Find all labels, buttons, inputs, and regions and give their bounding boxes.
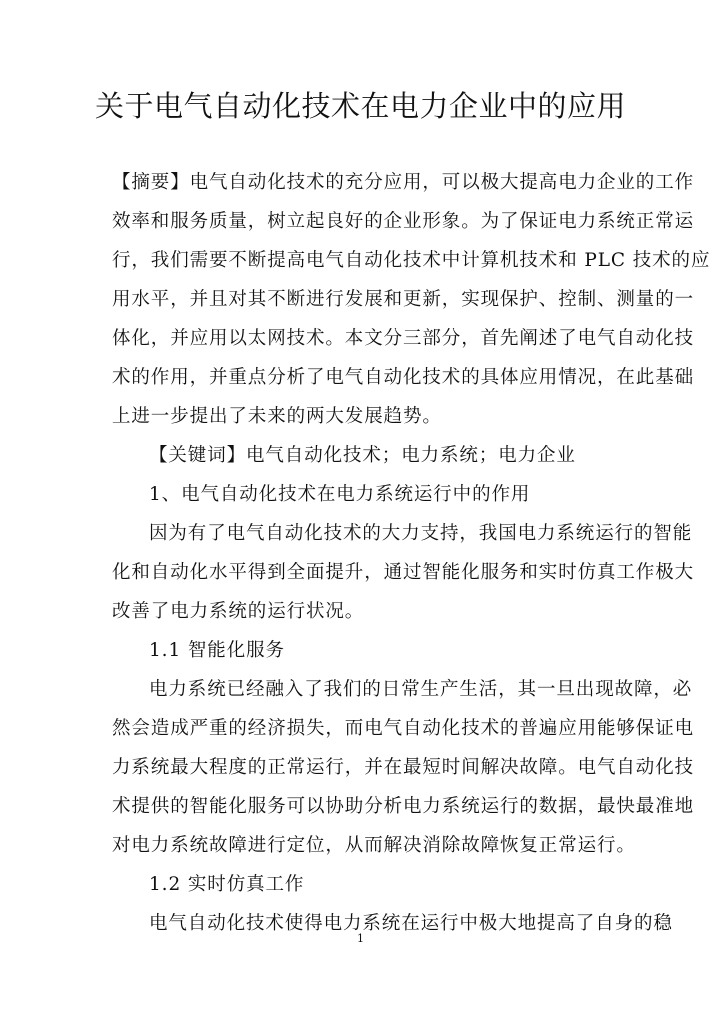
body-line: 对电力系统故障进行定位，从而解决消除故障恢复正常运行。 (112, 835, 636, 856)
body-line: 化和自动化水平得到全面提升，通过智能化服务和实时仿真工作极大 (112, 562, 695, 583)
body-line: 电气自动化技术使得电力系统在运行中极大地提高了自身的稳 (149, 913, 673, 934)
keywords-line: 【关键词】电气自动化技术；电力系统；电力企业 (149, 445, 576, 466)
abstract-line: 术的作用，并重点分析了电气自动化技术的具体应用情况，在此基础 (112, 367, 695, 388)
subsection-heading: 1.2 实时仿真工作 (149, 874, 305, 895)
subsection-1-2-heading (112, 865, 614, 904)
document-body (112, 163, 711, 943)
abstract-line: 【摘要】电气自动化技术的充分应用，可以极大提高电力企业的工作 (112, 172, 695, 193)
section-heading: 1、电气自动化技术在电力系统运行中的作用 (149, 484, 531, 505)
subsection-heading: 1.1 智能化服务 (149, 640, 285, 661)
body-line: 改善了电力系统的运行状况。 (112, 601, 365, 622)
keywords-paragraph (112, 436, 614, 475)
subsection-1-1-heading (112, 631, 614, 670)
abstract-paragraph (112, 163, 711, 436)
body-line: 因为有了电气自动化技术的大力支持，我国电力系统运行的智能 (149, 523, 693, 544)
body-line: 电力系统已经融入了我们的日常生产生活，其一旦出现故障，必 (149, 679, 693, 700)
page-number: 1 (357, 932, 364, 945)
abstract-line: 效率和服务质量，树立起良好的企业形象。为了保证电力系统正常运 (112, 211, 695, 232)
subsection-1-1-paragraph (112, 670, 695, 865)
section-1-heading (112, 475, 614, 514)
abstract-line: 体化，并应用以太网技术。本文分三部分，首先阐述了电气自动化技 (112, 328, 695, 349)
body-line: 然会造成严重的经济损失，而电气自动化技术的普遍应用能够保证电 (112, 718, 695, 739)
body-line: 术提供的智能化服务可以协助分析电力系统运行的数据，最快最准地 (112, 796, 695, 817)
section-1-intro-paragraph (112, 514, 695, 631)
document-title: 关于电气自动化技术在电力企业中的应用 (94, 89, 626, 123)
abstract-line: 用水平，并且对其不断进行发展和更新，实现保护、控制、测量的一 (112, 289, 695, 310)
abstract-line: 行，我们需要不断提高电气自动化技术中计算机技术和 PLC 技术的应 (112, 250, 711, 271)
abstract-line: 上进一步提出了未来的两大发展趋势。 (112, 406, 442, 427)
body-line: 力系统最大程度的正常运行，并在最短时间解决故障。电气自动化技 (112, 757, 695, 778)
